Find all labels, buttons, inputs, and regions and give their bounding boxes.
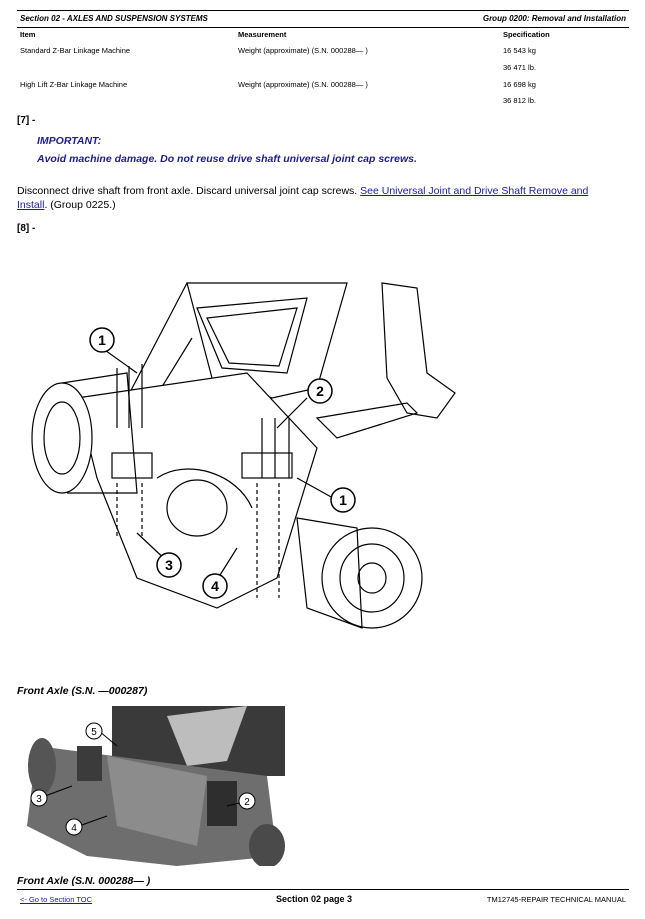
page-header <box>17 10 629 28</box>
callout-5: 5 <box>91 727 97 738</box>
callout-2-fig2: 2 <box>244 797 250 808</box>
callout-4-fig2: 4 <box>71 823 77 834</box>
callout-1b: 1 <box>339 492 347 508</box>
row2-measurement: Weight (approximate) (S.N. 000288— ) <box>238 80 368 89</box>
important-title: IMPORTANT: <box>37 135 102 147</box>
col-header-specification: Specification <box>503 30 550 39</box>
row2-spec-lb: 36 812 lb. <box>503 96 536 105</box>
manual-title: TM12745-REPAIR TECHNICAL MANUAL <box>486 895 626 904</box>
section-toc-link[interactable]: <- Go to Section TOC <box>20 895 93 904</box>
step-7-text-after: . (Group 0225.) <box>44 199 116 211</box>
callout-3-fig2: 3 <box>36 794 42 805</box>
row2-item: High Lift Z-Bar Linkage Machine <box>20 80 128 89</box>
callout-1a: 1 <box>98 332 106 348</box>
callout-4: 4 <box>211 578 219 594</box>
step-7-instruction <box>17 184 617 212</box>
row1-spec-kg: 16 543 kg <box>503 46 536 55</box>
universal-joint-link[interactable]: See Universal Joint and Drive Shaft Remove and Install <box>17 185 589 211</box>
col-header-measurement: Measurement <box>238 30 287 39</box>
row1-item: Standard Z-Bar Linkage Machine <box>20 46 131 55</box>
important-text: Avoid machine damage. Do not reuse drive shaft universal joint cap screws. <box>37 153 417 165</box>
page-footer <box>17 889 629 912</box>
step-7-label: [7] - <box>17 115 36 126</box>
col-header-item: Item <box>20 30 36 39</box>
page-number: Section 02 page 3 <box>276 894 353 904</box>
step-7-text: Disconnect drive shaft from front axle. Discard universal joint cap screws. <box>17 185 361 197</box>
row2-spec-kg: 16 698 kg <box>503 80 536 89</box>
section-title: Section 02 - AXLES AND SUSPENSION SYSTEMS <box>20 14 208 23</box>
callout-3: 3 <box>165 557 173 573</box>
callout-2: 2 <box>316 383 324 399</box>
row1-spec-lb: 36 471 lb. <box>503 63 536 72</box>
front-axle-figure-2 <box>17 706 285 866</box>
row1-measurement: Weight (approximate) (S.N. 000288— ) <box>238 46 368 55</box>
group-title: Group 0200: Removal and Installation <box>482 14 626 23</box>
front-axle-figure-1 <box>17 278 477 638</box>
step-8-label: [8] - <box>17 223 36 234</box>
figure-2-caption: Front Axle (S.N. 000288— ) <box>17 875 151 887</box>
figure-1-caption: Front Axle (S.N. —000287) <box>17 685 148 697</box>
